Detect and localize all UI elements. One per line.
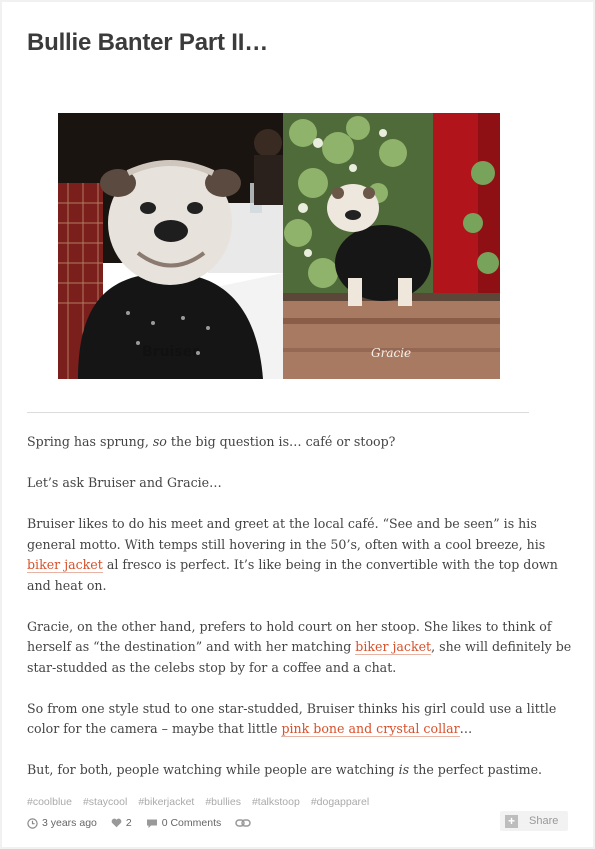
tag-link[interactable]: #bullies [205,796,241,808]
body-paragraph [27,432,572,453]
plus-icon: + [505,815,518,828]
tag-link[interactable]: #coolblue [27,796,72,808]
paragraph-text: Bruiser likes to do his meet and greet at the local café. “See and be seen” is his general motto. With temps still hovering in the 50’s, often with a cool breeze, his [27,516,546,552]
tag-link[interactable]: #dogapparel [310,796,370,808]
paragraph-text: al fresco is perfect. It’s like being in the convertible with the top down and heat on. [27,557,558,593]
heart-icon [111,818,122,828]
paragraph-text: But, for both, people watching while people are watching [27,762,399,777]
tag-link[interactable]: #talkstoop [251,796,300,808]
product-link[interactable]: biker jacket [27,557,103,572]
tag-link[interactable]: #staycool [82,796,128,808]
paragraph-text: Let’s ask Bruiser and Gracie… [27,475,222,490]
post-title[interactable]: Bullie Banter Part II… [27,29,268,56]
clock-icon [27,818,38,829]
link-icon [235,818,251,828]
body-paragraph [27,699,572,740]
emphasis-text: so [152,434,167,449]
post-time-text: 3 years ago [42,817,97,829]
like-count: 2 [125,817,132,829]
product-link[interactable]: biker jacket [355,639,432,654]
tag-list [27,796,380,808]
paragraph-text: the big question is… café or stoop? [166,434,396,449]
bruiser-caption: Bruiser [142,344,200,360]
post-card [2,2,593,847]
post-photo[interactable] [58,113,500,379]
paragraph-text: , she will definitely be star-studded as the celebs stop by for a coffee and a chat. [27,639,572,675]
permalink[interactable] [235,818,255,828]
emphasis-text: is [398,762,410,777]
paragraph-text: Gracie, on the other hand, prefers to hold court on her stoop. She likes to think of herself as “the destination” and with her matching [27,618,552,654]
like-button[interactable] [111,817,132,829]
gracie-caption: Gracie [371,346,412,360]
paragraph-text: Spring has sprung, [27,434,153,449]
product-link[interactable]: pink bone and crystal collar [281,721,460,736]
comments-count: 0 Comments [161,817,222,829]
post-time[interactable] [27,817,97,829]
tag-link[interactable]: #bikerjacket [138,796,195,808]
paragraph-text: the perfect pastime. [409,762,543,777]
paragraph-text: … [459,721,473,736]
post-body [27,432,572,801]
comments-link[interactable] [146,817,222,829]
post-meta [27,816,269,830]
share-button[interactable] [500,811,568,831]
divider [27,412,529,413]
body-paragraph [27,473,572,494]
body-paragraph [27,760,572,781]
bruiser-photo [58,113,283,379]
speech-bubble-icon [146,818,158,829]
gracie-photo [283,113,500,379]
body-paragraph [27,514,572,596]
share-label: Share [529,815,559,827]
paragraph-text: So from one style stud to one star-studded, Bruiser thinks his girl could use a little color for the camera – maybe that little [27,700,557,736]
body-paragraph [27,617,572,679]
